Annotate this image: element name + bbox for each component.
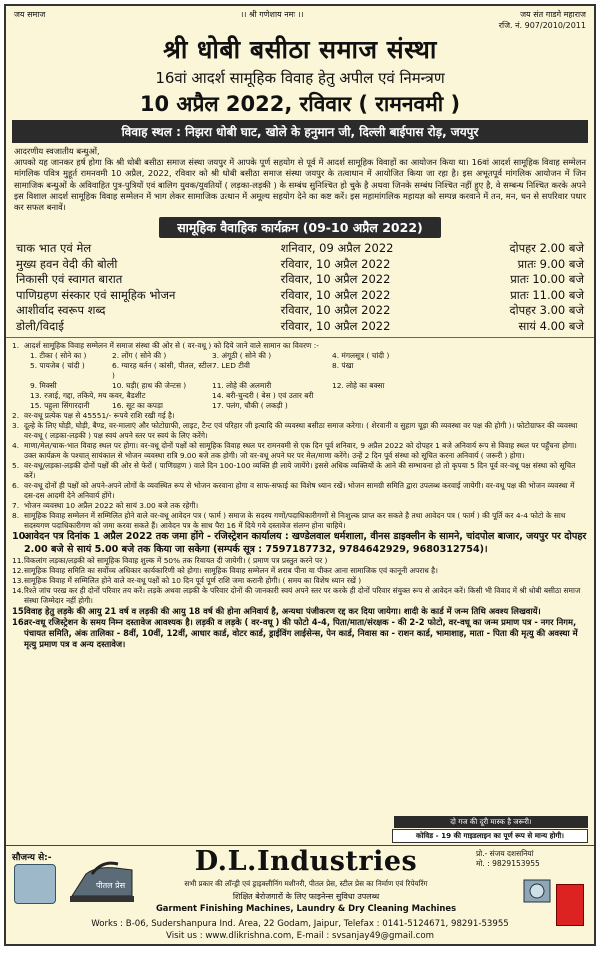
- schedule-heading: सामूहिक वैवाहिक कार्यक्रम (09-10 अप्रैल 2022): [159, 217, 441, 238]
- gift-item-empty: [332, 391, 588, 401]
- gift-item: 6. ग्यारह बर्तन ( कांसी, पीतल, स्टील ): [112, 361, 212, 381]
- gift-item: 10. घड़ी( हाथ की जेन्टस ): [112, 381, 187, 391]
- gift-item: 3. अंगूठी ( सोने की ): [212, 351, 272, 361]
- header-right-line1: जय संत गाडगे महाराज: [520, 10, 586, 19]
- schedule-row: [6, 241, 594, 257]
- rule-item-highlight: 15. विवाह हेतु लड़के की आयु 21 वर्ष व लड़की की आयु 18 वर्ष की होना अनिवार्य है, अन्यथा पंजीकरण रद्द कर दिया जायेगा। शादी के कार्ड में जन्म तिथि अवश्य लिखवायें।: [12, 606, 588, 617]
- gift-item: 2. लोंग ( सोने की ): [112, 351, 167, 361]
- schedule-row: [6, 272, 594, 288]
- gift-item: 12. लोहे का बक्सा: [332, 381, 385, 391]
- schedule-event: पाणिग्रहण संस्कार एवं सामूहिक भोजन: [16, 287, 176, 302]
- rule-item: 5. वर-वधू/लड़का-लड़की दोनों पक्षों की ओर से फेरों ( पाणिग्रहण ) वाले दिन 100-100 व्यक्ति ही लाये जायेंगे। इससे अधिक व्यक्तियों के आने की सम्भावना हो तो कृपया 5 दिन पूर्व वर-वधू पक्ष संस्था को सूचित करें।: [12, 461, 588, 481]
- rule-item: 13. सामूहिक विवाह में सम्मिलित होने वाले वर-वधू पक्षों को 10 दिन पूर्व पूर्ण राशि जमा करानी होगी। ( समय का विशेष ध्यान रखें ): [12, 576, 588, 586]
- gift-item: 7. LED टीवी: [212, 361, 250, 371]
- schedule-heading-wrap: [6, 217, 594, 238]
- rule-item: 7. भोजन व्यवस्था 10 अप्रैल 2022 को सायं 3.00 बजे तक रहेगी।: [12, 501, 588, 511]
- gift-item: 17. पलंग, चौकी ( लकड़ी ): [212, 401, 288, 411]
- intro-text: [6, 143, 594, 213]
- company-finance: शिक्षित बेरोजगारों के लिए फाइनेन्स सुविधा उपलब्ध: [232, 892, 380, 901]
- rule-text: भोजन व्यवस्था 10 अप्रैल 2022 को सायं 3.00 बजे तक रहेगी।: [24, 501, 199, 511]
- schedule-date: रविवार, 10 अप्रैल 2022: [280, 303, 391, 318]
- rule-item: 4. माणा/मेल/चाक-भात विवाह स्थल पर होगा। वर-वधू दोनों पक्षों को सामूहिक विवाह स्थल पर रामनवमी से एक दिन पूर्व शनिवार, 9 अप्रैल 2022 को दोपहर 1 बजे अनिवार्य रूप से विवाह स्थल पर पहुँचना होगा। उक्त कार्यक्रम के पश्चात् सायंकाल से भोजन व्यवस्था रात्रि 9.00 बजे तक होगी। जो वर-वधू अपने घर पर मेल/माणा करेंगे। उन्हें 2 दिन पूर्व संस्था को सूचित करना अनिवार्य ( जरूरी ) होगा।: [12, 441, 588, 461]
- gift-item: 8. पंखा: [332, 361, 354, 371]
- gift-item: 13. रजाई, गद्दा, तकिये, मय कवर, बैडशीट: [30, 391, 146, 401]
- proprietor-info: [476, 849, 586, 869]
- rule-item: 3. दूल्हे के लिए घोड़ी, घोड़ी, बैण्ड, वर-मालाएं और फोटोग्राफी, लाइट, टैन्ट एवं परिहार जी इत्यादि की व्यवस्था बसीठा समाज करेगा। ( शेरवानी व सुहाग चूड़ा की व्यवस्था वर पक्ष की होगी )। फोटोग्राफर की व्यवस्था वर-वधू ( लड़का-लड़की ) पक्ष स्वयं अपने स्तर पर स्वयं के लिए करेंगे।: [12, 421, 588, 441]
- rule-item: 14. रिश्ते जांच परख कर ही दोनों परिवार तय करें। लड़के अथवा लड़की के परिवार दोनों की जानकारी स्वयं अपने स्तर पर करके ही दोनों परिवार संयुक्त रूप से आवेदन करें। किसी भी विवाद में श्री धोबी बसीठा समाज संस्था जिम्मेदार नहीं होगी।: [12, 586, 588, 606]
- rule-text: वर-वधू प्रत्येक पक्ष से 45551/- रूपये राशि रखी गई है।: [24, 411, 175, 421]
- steam-press-icon: [522, 872, 552, 906]
- schedule-row: [6, 288, 594, 304]
- drycleaning-machine-icon: [14, 864, 56, 904]
- subtitle: 16वां आदर्श सामूहिक विवाह हेतु अपील एवं निमन्त्रण: [155, 69, 445, 87]
- schedule-date: रविवार, 10 अप्रैल 2022: [280, 272, 391, 287]
- schedule-event: निकासी एवं स्वागत बारात: [16, 272, 123, 287]
- covid-note-mask: दो गज की दूरी मास्क है जरूरी।: [394, 816, 588, 828]
- gift-item: 14. बरी-चुन्दरी ( बेस ) एवं उतार बरी: [212, 391, 314, 401]
- rule-text: वर-वधू/लड़का-लड़की दोनों पक्षों की ओर से फेरों ( पाणिग्रहण ) वाले दिन 100-100 व्यक्ति ही लाये जायेंगे। इससे अधिक व्यक्तियों के आने की सम्भावना हो तो कृपया 5 दिन पूर्व वर-वधू पक्ष संस्था को सूचित करें।: [24, 461, 576, 481]
- schedule-time: प्रातः 11.00 बजे: [510, 287, 584, 302]
- company-tagline: Garment Finishing Machines, Laundry & Dry Cleaning Machines: [155, 903, 457, 913]
- covid-note-guideline: कोविड - 19 की गाइडलाइन का पूर्ण रूप से मान्य होगी।: [392, 829, 588, 843]
- rule-item: 11. विकलांग लड़का/लड़की को सामूहिक विवाह शुल्क में 50% तक रियायत दी जायेगी। ( प्रमाण पत्र प्रस्तुत करने पर ): [12, 556, 588, 566]
- rule-text: विकलांग लड़का/लड़की को सामूहिक विवाह शुल्क में 50% तक रियायत दी जायेगी। ( प्रमाण पत्र प्रस्तुत करने पर ): [24, 556, 328, 566]
- proprietor-phone: मो. : 9829153955: [476, 859, 540, 868]
- schedule-date: रविवार, 10 अप्रैल 2022: [280, 256, 391, 271]
- rule-item: 12. सामूहिक विवाह समिति का सर्वोच्च अधिकार कार्यकारिणी को होगा। सामूहिक विवाह सम्मेलन में शराब पीना या पीकर आना सामाजिक एवं कानूनी अपराध है।: [12, 566, 588, 576]
- rule-text: सामूहिक विवाह समिति का सर्वोच्च अधिकार कार्यकारिणी को होगा। सामूहिक विवाह सम्मेलन में शराब पीना या पीकर आना सामाजिक एवं कानूनी अपराध है।: [24, 566, 438, 576]
- schedule-event: डोली/विदाई: [16, 318, 64, 333]
- gift-items-grid: [12, 351, 588, 411]
- rule-item: 8. सामूहिक विवाह सम्मेलन में सम्मिलित होने वाले वर-वधू आवेदन पत्र ( फार्म ) समाज के सदस्य गणों/पदाधिकारीगणों से निःशुल्क प्राप्त कर सकते है तथा आवेदन पत्र ( फार्म ) की पूर्ति कर 4-4 फोटो के साथ सदस्यगण पदाधिकारीगण को जमा करवा सकते हैं। आवेदन पत्र के साथ पैरा 16 में दिये गये दस्तावेज संलग्न होना चाहिये।: [12, 511, 588, 531]
- rules-list: [6, 337, 594, 650]
- schedule-event: आशीर्वाद स्वरूप शब्द: [16, 303, 106, 318]
- schedule-event: मुख्य हवन वेदी की बोली: [16, 256, 118, 271]
- intro-greeting: आदरणीय स्वजातीय बन्धुओं,: [14, 146, 100, 156]
- schedule-table: [6, 241, 594, 334]
- rule-text: वर-वधू दोनों ही पक्षों को अपने-अपने लोगों के व्यवस्थित रूप से भोजन करवाना होगा व साफ-सफाई का विशेष ध्यान रखें। भोजन सामग्री समिति द्वारा उपलब्ध करवाई जायेगी। वर-वधू पक्ष की भोजन व्यवस्था में दस-दस आदमी देने अनिवार्य होंगे।: [24, 481, 575, 501]
- schedule-row: [6, 257, 594, 273]
- gift-item: 5. पायजेब ( चांदी ): [30, 361, 85, 371]
- pamphlet: [4, 4, 596, 946]
- schedule-time: सायं 4.00 बजे: [518, 318, 584, 333]
- schedule-event: चाक भात एवं मेल: [16, 241, 92, 256]
- iron-label: पीतल प्रेस: [96, 881, 126, 890]
- intro-body: आपको यह जानकर हर्ष होगा कि श्री धोबी बसीठा समाज संस्था जयपुर में आपके पूर्ण सहयोग से पूर्व में आदर्श सामूहिक विवाहों का आयोजन किया था। 16वां आदर्श सामूहिक विवाह सम्मेलन मांगलिक पवित्र मुहूर्त रामनवमी 10 अप्रैल, 2022, रविवार को श्री धोबी बसीठा समाज संस्था जयपुर के तत्वाधान में आयोजित किया जा रहा है। इस अभूतपूर्व मांगलिक आयोजन में जिन सामाजिक बन्धुओं के अविवाहित पुत्र-पुत्रियों एवं बालिग युवक/युवतियों ( लड़का-लड़की ) के सम्बंध सुनिश्चित हो चुके है अथवा जिनके सम्बंध निश्चित नहीं हुए है, वे सम्बन्ध निश्चित करके अपने इस विशाल आदर्श सामूहिक विवाह सम्मेलन में भाग लेकर सामाजिक उत्थान में अमूल्य सहयोग देने का कष्ट करें। इस महामांगलिक महायज्ञ को सम्पन्न करवाने में तन, मन, धन से सपरिवार पधार कर सफल बनावें।: [14, 157, 586, 213]
- gift-item: 15. पहुला सिंगारदानी: [30, 401, 90, 411]
- proprietor-name: प्रो.- संजय दशसनियां: [476, 849, 534, 858]
- registration-number: रजि. नं. 907/2010/2011: [498, 21, 586, 30]
- rule-item: 6. वर-वधू दोनों ही पक्षों को अपने-अपने लोगों के व्यवस्थित रूप से भोजन करवाना होगा व साफ-सफाई का विशेष ध्यान रखें। भोजन सामग्री समिति द्वारा उपलब्ध करवाई जायेगी। वर-वधू पक्ष की भोजन व्यवस्था में दस-दस आदमी देने अनिवार्य होंगे।: [12, 481, 588, 501]
- gift-item: 11. लोहे की अलमारी: [212, 381, 272, 391]
- schedule-row: [6, 319, 594, 335]
- gift-item: 16. सूट का कपड़ा: [112, 401, 163, 411]
- rule-item-highlight: 16. वर-वधू रजिस्ट्रेशन के समय निम्न दस्तावेज आवश्यक है। लड़की व लड़के ( वर-वधू ) की फोटो 4-4, पिता/माता/संरक्षक - की 2-2 फोटो, वर-वधू का जन्म प्रमाण पत्र - नगर निगम, पंचायत समिति, अंक तालिका - 8वीं, 10वीं, 12वीं, आधार कार्ड, वोटर कार्ड, ड्राईविंग लाईसेन्स, पेन कार्ड, निवास का - राशन कार्ड, भामाशाह, माता - पिता की मृत्यु की अवस्था में मृत्यु प्रमाण पत्र व अन्य दस्तावेज।: [12, 617, 588, 650]
- header-center: ।। श्री गणेशाय नमः ।।: [240, 10, 304, 19]
- rule-text: वर-वधू रजिस्ट्रेशन के समय निम्न दस्तावेज आवश्यक है। लड़की व लड़के ( वर-वधू ) की फोटो 4-4, पिता/माता/संरक्षक - की 2-2 फोटो, वर-वधू का जन्म प्रमाण पत्र - नगर निगम, पंचायत समिति, अंक तालिका - 8वीं, 10वीं, 12वीं, आधार कार्ड, वोटर कार्ड, ड्राईविंग लाईसेन्स, पेन कार्ड, निवास का - राशन कार्ड, भामाशाह, माता - पिता की मृत्यु की अवस्था में मृत्यु प्रमाण पत्र व अन्य दस्तावेज।: [24, 617, 578, 650]
- schedule-date: रविवार, 10 अप्रैल 2022: [280, 287, 391, 302]
- rule-item-highlight: 10. आवेदन पत्र दिनांक 1 अप्रैल 2022 तक जमा होंगे - रजिस्ट्रेशन कार्यालय : खण्डेलवाल धर्मशाला, वीनस डाइक्लीन के सामने, चांदपोल बाजार, जयपुर पर दोपहर 2.00 बजे से सायं 5.00 बजे तक किया जा सकेगा (सम्पर्क सूत्र : 7597187732, 9784642929, 9680312754)।: [12, 531, 587, 555]
- gift-item: 1. टीका ( सोने का ): [30, 351, 87, 361]
- sponsor-ad: [6, 817, 594, 944]
- works-address: Works : B-06, Sudershanpura Ind. Area, 22 Godam, Jaipur, Telefax : 0141-5124671, 98291-53955: [91, 919, 509, 929]
- courtesy-label: सौजन्य से:-: [12, 853, 52, 863]
- company-name: D.L.Industries: [194, 846, 418, 877]
- schedule-date: शनिवार, 09 अप्रैल 2022: [280, 241, 394, 256]
- page-title: श्री धोबी बसीठा समाज संस्था: [163, 35, 437, 64]
- rule-text: विवाह हेतु लड़के की आयु 21 वर्ष व लड़की की आयु 18 वर्ष की होना अनिवार्य है, अन्यथा पंजीकरण रद्द कर दिया जायेगा। शादी के कार्ड में जन्म तिथि अवश्य लिखवायें।: [24, 606, 541, 617]
- rule-text: दूल्हे के लिए घोड़ी, घोड़ी, बैण्ड, वर-मालाएं और फोटोग्राफी, लाइट, टैन्ट एवं परिहार जी इत्यादि की व्यवस्था बसीठा समाज करेगा। ( शेरवानी व सुहाग चूड़ा की व्यवस्था वर पक्ष की होगी )। फोटोग्राफर की व्यवस्था वर-वधू ( लड़का-लड़की ) पक्ष स्वयं अपने स्तर पर स्वयं के लिए करेंगे।: [24, 421, 578, 441]
- event-date: 10 अप्रैल 2022, रविवार ( रामनवमी ): [139, 92, 461, 116]
- website-email: Visit us : www.dlikrishna.com, E-mail : svsanjay49@gmail.com: [166, 931, 434, 941]
- schedule-time: प्रातः 10.00 बजे: [510, 272, 584, 287]
- rule-text: आवेदन पत्र दिनांक 1 अप्रैल 2022 तक जमा होंगे - रजिस्ट्रेशन कार्यालय : खण्डेलवाल धर्मशाला, वीनस डाइक्लीन के सामने, चांदपोल बाजार, जयपुर पर दोपहर 2.00 बजे से सायं 5.00 बजे तक किया जा सकेगा (सम्पर्क सूत्र : 7597187732, 9784642929, 9680312754)।: [24, 531, 587, 555]
- gift-item-empty: [332, 401, 588, 411]
- schedule-time: दोपहर 3.00 बजे: [509, 303, 584, 318]
- rule-text: सामूहिक विवाह में सम्मिलित होने वाले वर-वधू पक्षों को 10 दिन पूर्व पूर्ण राशि जमा करानी होगी। ( समय का विशेष ध्यान रखें ): [24, 576, 362, 586]
- gift-item: 9. मिक्सी: [30, 381, 57, 391]
- company-services: सभी प्रकार की लॉन्ड्री एवं ड्राइक्लीनिंग मशीनरी, पीतल प्रेस, स्टील प्रेस का निर्माण एवं रिपेयरिंग: [184, 879, 428, 888]
- schedule-time: दोपहर 2.00 बजे: [509, 241, 584, 256]
- rule-text: माणा/मेल/चाक-भात विवाह स्थल पर होगा। वर-वधू दोनों पक्षों को सामूहिक विवाह स्थल पर रामनवमी से एक दिन पूर्व शनिवार, 9 अप्रैल 2022 को दोपहर 1 बजे अनिवार्य रूप से विवाह स्थल पर पहुँचना होगा। उक्त कार्यक्रम के पश्चात् सायंकाल से भोजन व्यवस्था रात्रि 9.00 बजे तक होगी। जो वर-वधू अपने घर पर मेल/माणा करेंगे। उन्हें 2 दिन पूर्व संस्था को सूचित करना अनिवार्य ( जरूरी ) होगा।: [24, 441, 577, 461]
- rule-item: 1. आदर्श सामूहिक विवाह सम्मेलन में समाज संस्था की ओर से ( वर-वधू ) को दिये जाने वाले सामान का विवरण :-: [12, 341, 588, 351]
- schedule-date: रविवार, 10 अप्रैल 2022: [280, 318, 391, 333]
- rule-text: रिश्ते जांच परख कर ही दोनों परिवार तय करें। लड़के अथवा लड़की के परिवार दोनों की जानकारी स्वयं अपने स्तर पर करके ही दोनों परिवार संयुक्त रूप से आवेदन करें। किसी भी विवाद में श्री धोबी बसीठा समाज संस्था जिम्मेदार नहीं होगी।: [24, 586, 581, 606]
- top-header: [6, 6, 594, 31]
- rule-text: सामूहिक विवाह सम्मेलन में सम्मिलित होने वाले वर-वधू आवेदन पत्र ( फार्म ) समाज के सदस्य गणों/पदाधिकारीगणों से निःशुल्क प्राप्त कर सकते है तथा आवेदन पत्र ( फार्म ) की पूर्ति कर 4-4 फोटो के साथ सदस्यगण पदाधिकारीगण को जमा करवा सकते हैं। आवेदन पत्र के साथ पैरा 16 में दिये गये दस्तावेज संलग्न होना चाहिये।: [24, 511, 566, 531]
- header-right: [499, 9, 586, 31]
- gift-item: 4. मंगलसूत्र ( चांदी ): [332, 351, 390, 361]
- press-iron-icon: [66, 856, 138, 906]
- schedule-row: [6, 303, 594, 319]
- rule-text: आदर्श सामूहिक विवाह सम्मेलन में समाज संस्था की ओर से ( वर-वधू ) को दिये जाने वाले सामान का विवरण :-: [24, 341, 319, 351]
- rule-item: 2. वर-वधू प्रत्येक पक्ष से 45551/- रूपये राशि रखी गई है।: [12, 411, 588, 421]
- schedule-time: प्रातः 9.00 बजे: [517, 256, 584, 271]
- header-left: जय समाज: [14, 10, 46, 19]
- venue-banner: विवाह स्थल : निझरा धोबी घाट, खोले के हनुमान जी, दिल्ली बाईपास रोड़, जयपुर: [12, 120, 588, 143]
